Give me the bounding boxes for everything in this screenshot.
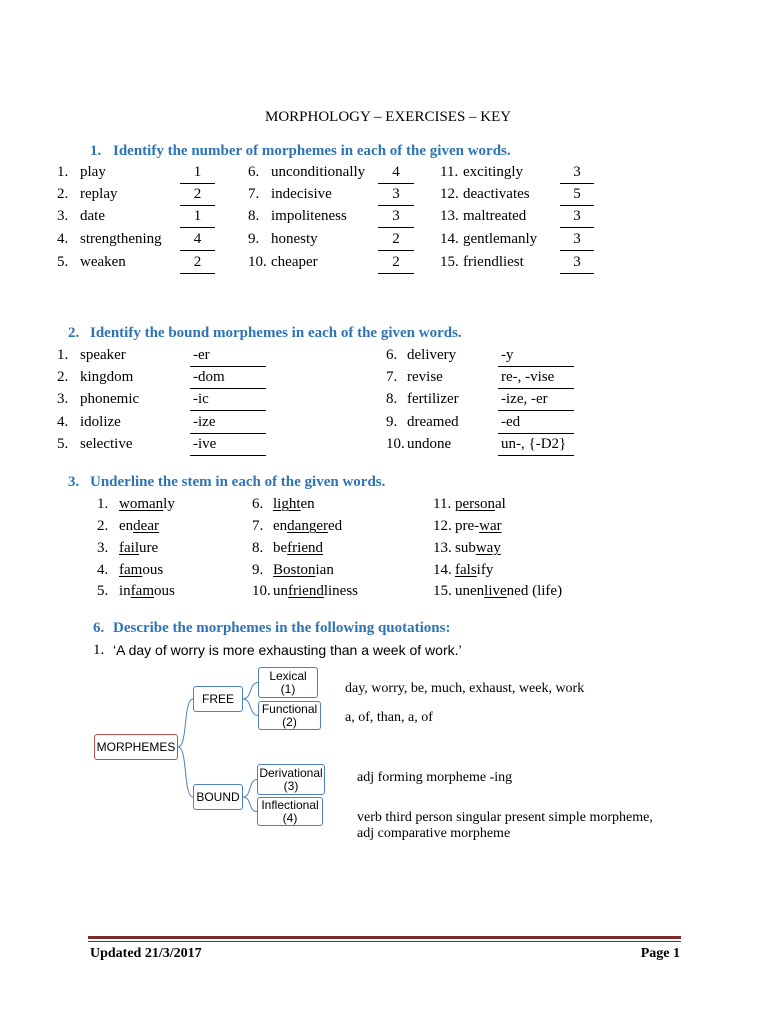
item-number: 10. [248,254,267,270]
item-word: phonemic [80,391,140,407]
connector-free-lexical [243,683,258,700]
item-word [455,517,502,535]
word-stem: fail [119,540,139,556]
item-number: 8. [386,391,398,407]
word-prefix: en [273,518,288,534]
morphemes-node [94,734,178,760]
bound-node-label: BOUND [196,789,240,804]
derivational-node-label: Derivational [259,765,323,780]
inflectional-examples-line-1: verb third person singular present simple morpheme, [357,810,653,825]
item-number: 10. [252,583,271,599]
word-stem: light [273,496,301,512]
item-number: 1. [57,347,69,363]
item-number: 1. [97,496,109,512]
word-suffix: ed [327,518,343,534]
section-2-heading: Identify the bound morphemes in each of the given words. [90,325,462,341]
item-word: maltreated [463,208,527,224]
item-word: idolize [80,414,121,430]
item-word: play [80,164,106,180]
bound-morpheme-answer: -ed [498,413,574,434]
item-number: 8. [248,208,260,224]
word-prefix: be [273,540,288,556]
word-prefix: unen [455,583,485,599]
functional-examples: a, of, than, a, of [345,710,433,725]
section-6-number: 6. [93,620,105,636]
item-word: strengthening [80,231,162,247]
item-number: 13. [440,208,459,224]
word-stem: live [484,583,507,599]
word-suffix: al [495,496,506,512]
word-stem: way [475,540,501,556]
item-number: 5. [97,583,109,599]
morpheme-count-answer: 3 [378,207,414,228]
item-word: deactivates [463,186,530,202]
inflectional-node-index: (4) [282,810,298,825]
morpheme-count-answer: 4 [378,163,414,184]
section-1-heading: Identify the number of morphemes in each of the given words. [113,143,511,159]
item-word: cheaper [271,254,318,270]
item-word [119,517,159,535]
item-number: 5. [57,254,69,270]
item-word: selective [80,436,133,452]
item-word [455,539,501,557]
bound-morpheme-answer: -ic [190,390,266,411]
section-6-heading: Describe the morphemes in the following quotations: [113,620,451,636]
lexical-node-label: Lexical [269,668,307,683]
section-3-heading: Underline the stem in each of the given words. [90,474,386,490]
item-word: excitingly [463,164,523,180]
footer-rule-thick [88,936,681,939]
morpheme-count-answer: 2 [180,253,215,274]
item-word [273,495,315,513]
word-suffix: ian [315,562,334,578]
item-number: 6. [248,164,260,180]
bound-morpheme-answer: re-, -vise [498,368,574,389]
item-number: 13. [433,540,452,556]
item-number: 4. [97,562,109,578]
morpheme-count-answer: 1 [180,207,215,228]
item-number: 15. [440,254,459,270]
quote-text: ‘A day of worry is more exhausting than a week of work.’ [113,642,462,658]
morpheme-count-answer: 3 [378,185,414,206]
connector-morphemes-free [178,699,193,747]
word-prefix: un [273,583,288,599]
free-node-label: FREE [201,691,234,706]
bound-morpheme-answer: -dom [190,368,266,389]
word-stem: dear [133,518,159,534]
word-suffix: ify [476,562,494,578]
word-suffix: liness [323,583,358,599]
item-word: fertilizer [407,391,459,407]
morpheme-count-answer: 3 [560,230,594,251]
item-number: 6. [252,496,264,512]
item-word: weaken [80,254,126,270]
item-number: 15. [433,583,452,599]
bound-node [193,784,243,810]
bound-morpheme-answer: un-, {-D2} [498,435,574,456]
item-number: 14. [433,562,452,578]
connector-free-functional [243,699,258,716]
item-word: impoliteness [271,208,347,224]
item-number: 6. [386,347,398,363]
word-suffix: ned (life) [506,583,563,599]
word-suffix: ly [163,496,175,512]
inflectional-node [257,797,323,826]
item-number: 4. [57,231,69,247]
morpheme-count-answer: 2 [378,253,414,274]
inflectional-examples-line-2: adj comparative morpheme [357,826,511,841]
item-number: 12. [433,518,452,534]
item-word [455,495,506,513]
word-stem: Boston [273,562,316,578]
morpheme-count-answer: 1 [180,163,215,184]
item-word: honesty [271,231,318,247]
word-stem: person [455,496,495,512]
inflectional-node-label: Inflectional [261,797,319,812]
word-prefix: pre- [455,518,480,534]
functional-node-index: (2) [282,714,297,729]
connector-bound-derivational [243,780,257,798]
word-stem: fam [119,562,143,578]
section-1-number: 1. [90,143,102,159]
word-suffix: ous [154,583,175,599]
item-word: dreamed [407,414,459,430]
morpheme-count-answer: 4 [180,230,215,251]
derivational-node [257,764,325,795]
item-number: 11. [433,496,452,512]
word-prefix: en [119,518,134,534]
item-number: 11. [440,164,459,180]
morpheme-count-answer: 3 [560,163,594,184]
item-number: 4. [57,414,69,430]
derivational-examples: adj forming morpheme -ing [357,770,513,785]
item-number: 8. [252,540,264,556]
functional-node-label: Functional [261,701,318,716]
item-word: revise [407,369,443,385]
section-3-number: 3. [68,474,80,490]
item-word: gentlemanly [463,231,538,247]
item-word: unconditionally [271,164,366,180]
word-stem: war [479,518,502,534]
footer-rule-thin [88,941,681,942]
item-number: 5. [57,436,69,452]
word-stem: fam [130,583,154,599]
item-number: 7. [248,186,260,202]
derivational-node-index: (3) [283,778,299,793]
item-word: speaker [80,347,126,363]
item-word [119,561,163,579]
item-word: delivery [407,347,457,363]
item-word [273,517,342,535]
bound-morpheme-answer: -ize, -er [498,390,574,411]
item-number: 12. [440,186,459,202]
item-number: 2. [97,518,109,534]
footer-updated-date: Updated 21/3/2017 [90,946,202,961]
item-word [455,582,562,600]
item-word: replay [80,186,118,202]
item-number: 3. [97,540,109,556]
word-suffix: ure [139,540,159,556]
morpheme-count-answer: 2 [378,230,414,251]
morpheme-count-answer: 3 [560,253,594,274]
word-prefix: in [119,583,131,599]
word-stem: fals [455,562,477,578]
word-stem: friend [287,540,323,556]
section-2-number: 2. [68,325,80,341]
item-number: 14. [440,231,459,247]
bound-morpheme-answer: -er [190,346,266,367]
lexical-examples: day, worry, be, much, exhaust, week, work [345,681,585,696]
quote-number: 1. [93,642,105,658]
item-word [273,539,323,557]
item-word [119,495,175,513]
word-suffix: en [300,496,315,512]
bound-morpheme-answer: -ize [190,413,266,434]
item-word: indecisive [271,186,332,202]
item-word [273,561,334,579]
word-suffix: ous [142,562,164,578]
item-word: undone [407,436,452,452]
item-word [273,582,358,600]
item-number: 2. [57,186,69,202]
item-word: date [80,208,105,224]
item-number: 2. [57,369,69,385]
page-title: MORPHOLOGY – EXERCISES – KEY [265,109,512,125]
lexical-node [258,667,318,698]
item-number: 7. [252,518,264,534]
free-node [193,686,243,712]
morpheme-count-answer: 2 [180,185,215,206]
functional-node [258,701,321,730]
bound-morpheme-answer: -y [498,346,574,367]
item-number: 9. [386,414,398,430]
connector-morphemes-bound [178,747,193,797]
item-word: kingdom [80,369,134,385]
word-prefix: sub [455,540,476,556]
item-number: 9. [252,562,264,578]
item-word [119,539,158,557]
item-number: 3. [57,391,69,407]
item-word [455,561,493,579]
lexical-node-index: (1) [280,681,296,696]
word-stem: woman [119,496,164,512]
word-stem: danger [287,518,328,534]
item-number: 10. [386,436,405,452]
item-number: 9. [248,231,260,247]
word-stem: friend [288,583,324,599]
morphemes-node-label: MORPHEMES [96,739,176,754]
item-number: 1. [57,164,69,180]
footer-page-number: Page 1 [640,946,680,961]
morpheme-count-answer: 3 [560,207,594,228]
item-number: 3. [57,208,69,224]
morpheme-count-answer: 5 [560,185,594,206]
bound-morpheme-answer: -ive [190,435,266,456]
item-number: 7. [386,369,398,385]
item-word [119,582,175,600]
connector-bound-inflectional [243,797,257,812]
item-word: friendliest [463,254,524,270]
